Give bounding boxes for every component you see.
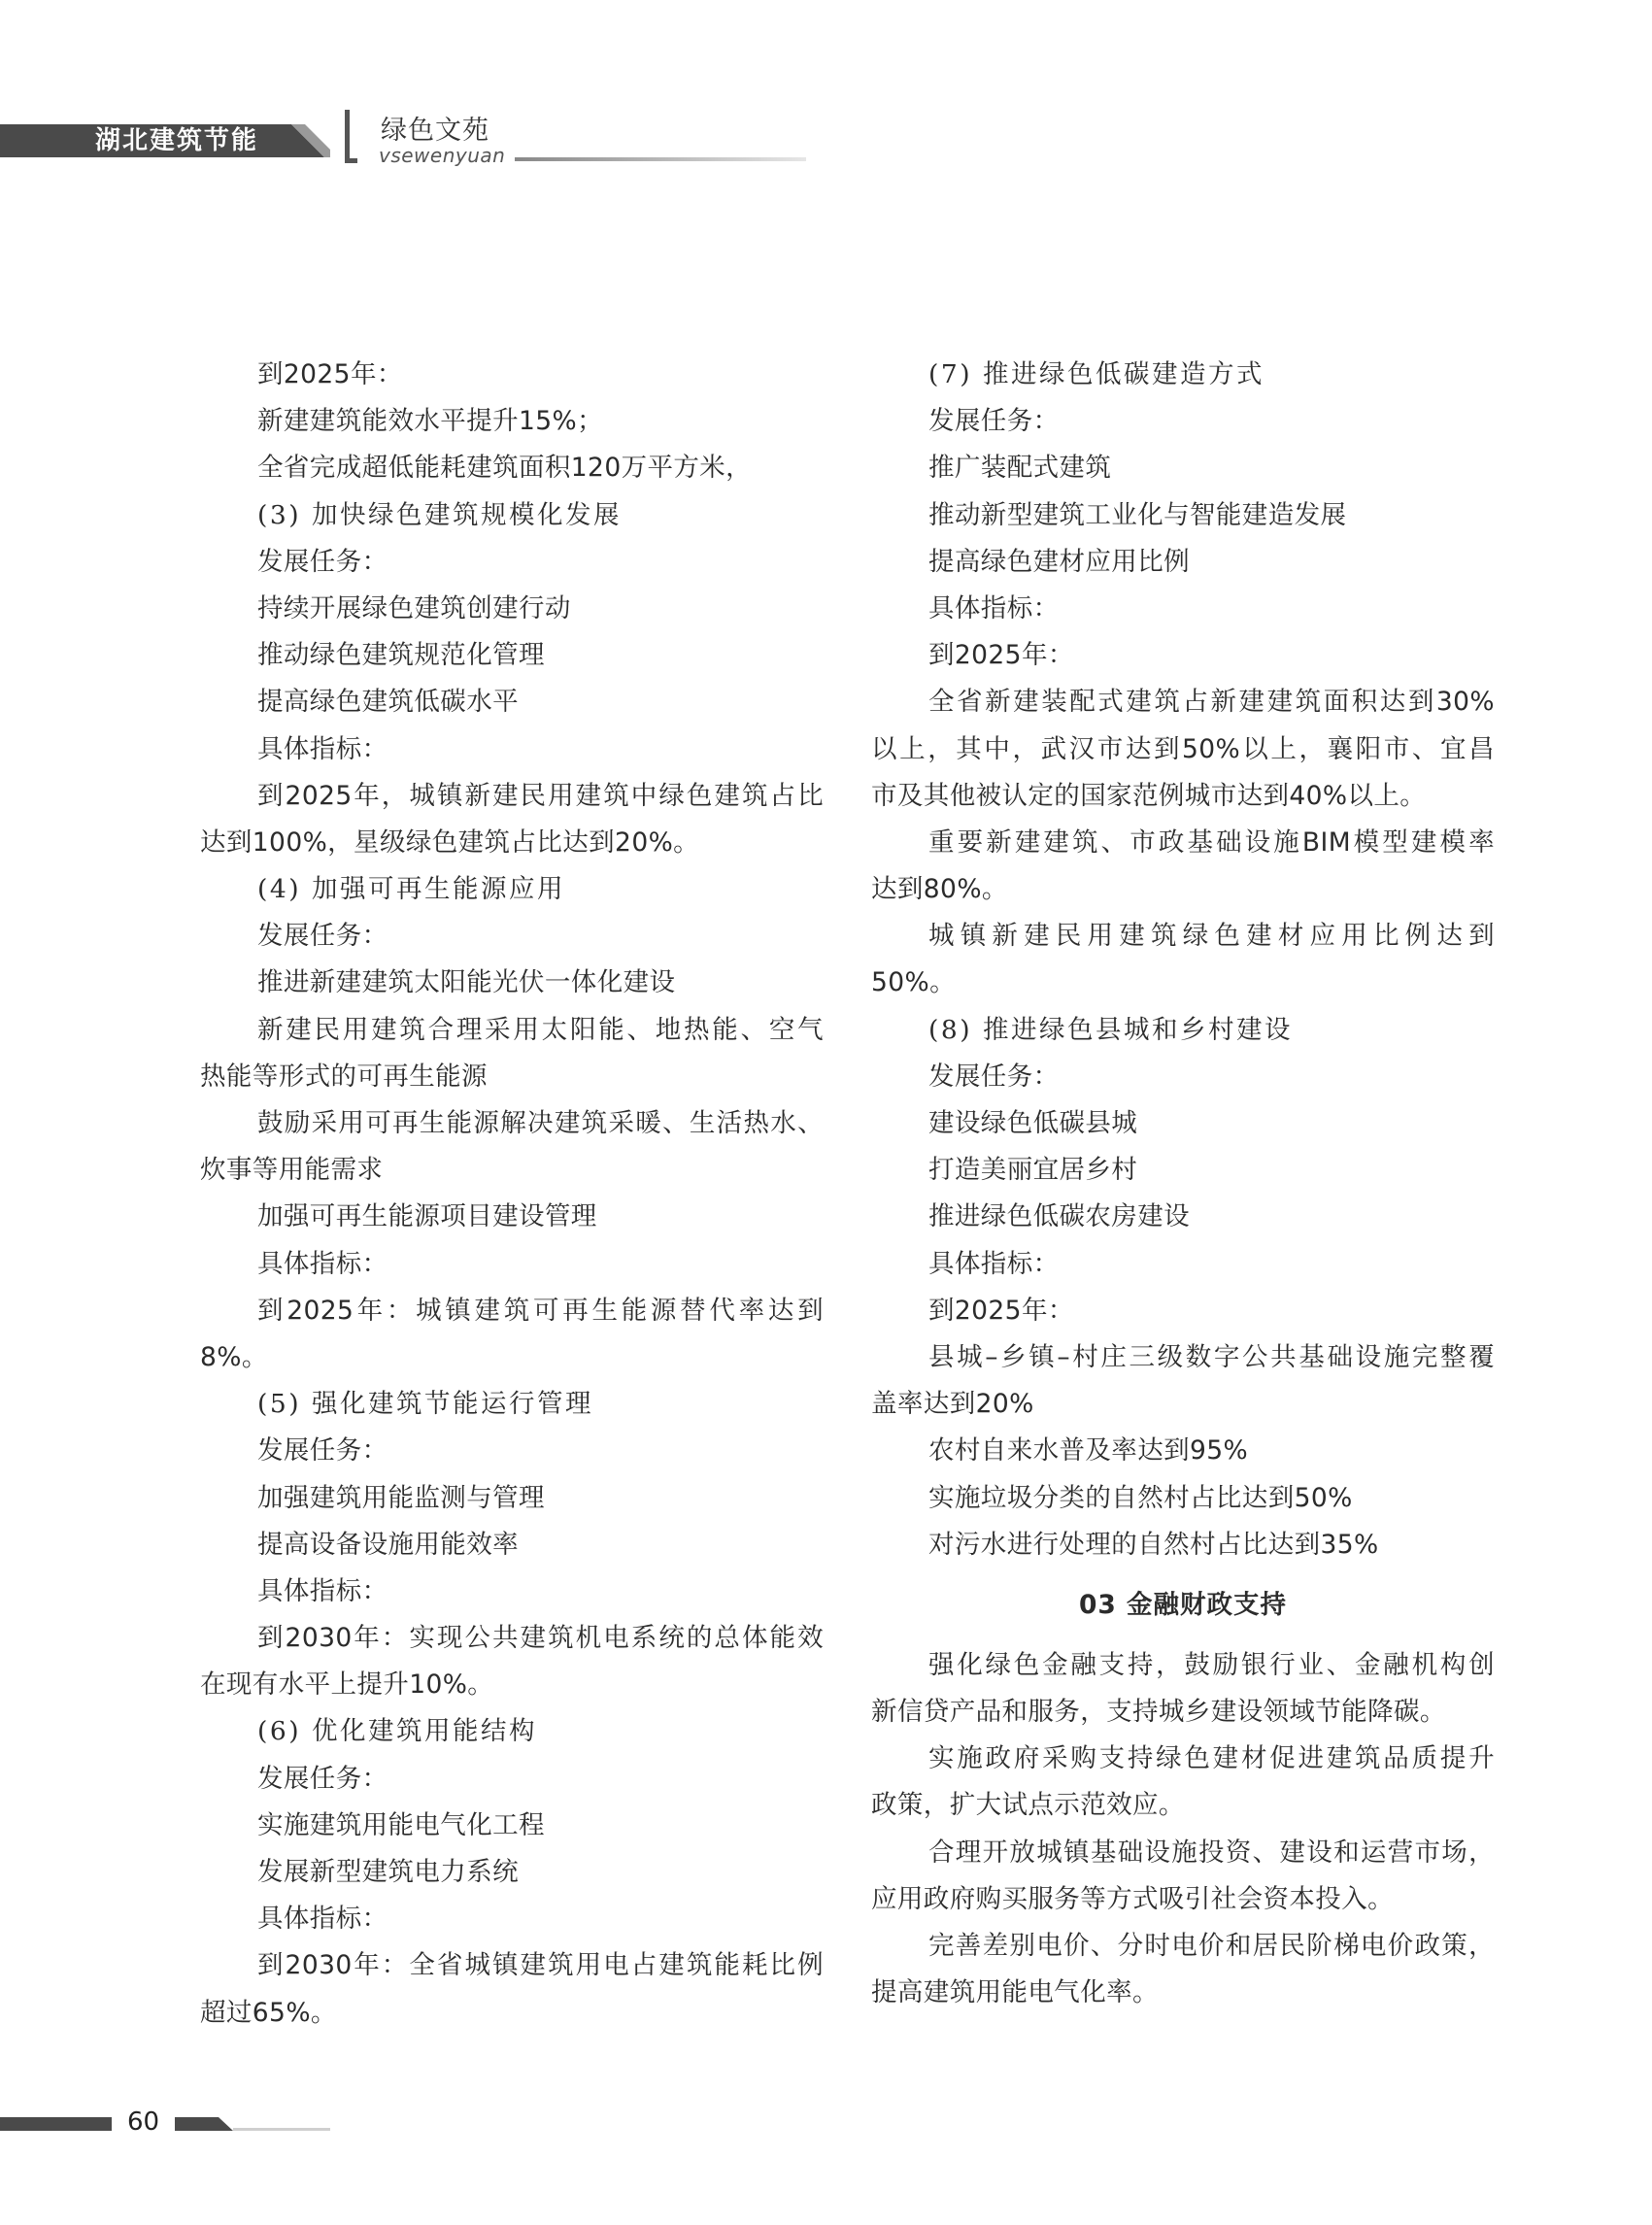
- right-column-part-a: [871, 352, 1495, 1568]
- text-line: 新建民用建筑合理采用太阳能、地热能、空气: [257, 1014, 824, 1045]
- text-line: (7) 推进绿色低碳建造方式: [928, 359, 1264, 389]
- text-line: 提高绿色建材应用比例: [928, 546, 1190, 577]
- text-line: 达到80%。: [871, 874, 1008, 905]
- text-line: 提高建筑用能电气化率。: [871, 1977, 1159, 2008]
- column-subtitle: vsewenyuan: [379, 144, 506, 167]
- text-line: 提高设备设施用能效率: [257, 1529, 519, 1560]
- text-line: 加强建筑用能监测与管理: [257, 1482, 545, 1513]
- text-line: 完善差别电价、分时电价和居民阶梯电价政策，: [928, 1931, 1495, 1961]
- text-line: 加强可再生能源项目建设管理: [257, 1201, 597, 1232]
- text-line: (6) 优化建筑用能结构: [257, 1716, 537, 1747]
- text-line: 热能等形式的可再生能源: [200, 1061, 488, 1092]
- text-line: 实施政府采购支持绿色建材促进建筑品质提升: [928, 1743, 1495, 1774]
- text-line: 推动新型建筑工业化与智能建造发展: [928, 499, 1347, 530]
- text-line: 全省新建装配式建筑占新建建筑面积达到30%: [928, 687, 1495, 718]
- text-line: 发展任务：: [928, 1061, 1060, 1092]
- text-line: 达到100%，星级绿色建筑占比达到20%。: [200, 826, 700, 858]
- text-line: 实施垃圾分类的自然村占比达到50%: [928, 1482, 1353, 1513]
- text-line: 城镇新建民用建筑绿色建材应用比例达到: [928, 921, 1495, 952]
- text-line: 发展任务：: [928, 406, 1060, 437]
- text-line: 发展新型建筑电力系统: [257, 1857, 519, 1887]
- text-line: 应用政府购买服务等方式吸引社会资本投入。: [871, 1883, 1394, 1914]
- page-number: 60: [127, 2107, 160, 2137]
- text-line: 超过65%。: [200, 1997, 337, 2028]
- text-line: 鼓励采用可再生能源解决建筑采暖、生活热水、: [257, 1108, 824, 1138]
- text-line: 重要新建建筑、市政基础设施BIM模型建模率: [928, 826, 1495, 858]
- text-line: 发展任务：: [257, 1763, 388, 1794]
- text-line: (4) 加强可再生能源应用: [257, 874, 565, 905]
- text-line: 实施建筑用能电气化工程: [257, 1809, 545, 1840]
- text-line: 县城–乡镇–村庄三级数字公共基础设施完整覆: [928, 1341, 1495, 1372]
- text-line: 到2025年：: [257, 359, 403, 389]
- text-line: 具体指标：: [257, 1248, 388, 1279]
- text-line: 新信贷产品和服务，支持城乡建设领域节能降碳。: [871, 1697, 1446, 1728]
- text-line: 推进绿色低碳农房建设: [928, 1201, 1190, 1232]
- text-line: 发展任务：: [257, 546, 388, 577]
- text-line: 推进新建建筑太阳能光伏一体化建设: [257, 967, 676, 998]
- text-line: 具体指标：: [928, 1248, 1060, 1279]
- text-line: 具体指标：: [257, 733, 388, 764]
- text-line: 对污水进行处理的自然村占比达到35%: [928, 1529, 1379, 1560]
- text-line: 强化绿色金融支持，鼓励银行业、金融机构创: [928, 1649, 1495, 1680]
- magazine-title: 湖北建筑节能: [95, 126, 259, 155]
- text-line: 以上，其中，武汉市达到50%以上，襄阳市、宜昌: [871, 733, 1495, 764]
- text-line: 推动绿色建筑规范化管理: [257, 640, 545, 671]
- text-line: 新建建筑能效水平提升15%；: [257, 406, 604, 437]
- text-line: 建设绿色低碳县城: [928, 1108, 1138, 1138]
- text-line: 农村自来水普及率达到95%: [928, 1435, 1249, 1466]
- text-line: 到2030年：实现公共建筑机电系统的总体能效: [257, 1623, 824, 1654]
- text-line: 到2030年：全省城镇建筑用电占建筑能耗比例: [257, 1950, 824, 1981]
- text-line: 合理开放城镇基础设施投资、建设和运营市场，: [928, 1837, 1495, 1868]
- text-line: 发展任务：: [257, 921, 388, 952]
- text-line: 具体指标：: [257, 1904, 388, 1935]
- text-line: 到2025年：: [928, 640, 1074, 671]
- right-column: [871, 352, 1495, 2016]
- text-line: 发展任务：: [257, 1435, 388, 1466]
- text-line: 具体指标：: [257, 1575, 388, 1606]
- text-line: 推广装配式建筑: [928, 453, 1112, 484]
- text-line: 市及其他被认定的国家范例城市达到40%以上。: [871, 780, 1427, 811]
- text-line: 到2025年：城镇建筑可再生能源替代率达到: [257, 1295, 824, 1326]
- text-line: 50%。: [871, 967, 957, 998]
- header-rule: [515, 157, 806, 161]
- text-line: 在现有水平上提升10%。: [200, 1669, 494, 1701]
- text-line: (3) 加快绿色建筑规模化发展: [257, 499, 622, 530]
- text-line: 8%。: [200, 1341, 268, 1372]
- text-line: 提高绿色建筑低碳水平: [257, 687, 519, 718]
- footer-band: [0, 2109, 330, 2139]
- text-line: 盖率达到20%: [871, 1389, 1034, 1420]
- section-heading: 03 金融财政支持: [1078, 1589, 1288, 1620]
- text-line: 全省完成超低能耗建筑面积120万平方米，: [257, 453, 753, 484]
- text-line: 到2025年，城镇新建民用建筑中绿色建筑占比: [257, 780, 824, 811]
- right-column-part-b: [871, 1642, 1495, 2017]
- column-title: 绿色文苑: [381, 116, 489, 146]
- header-bracket: [345, 110, 357, 163]
- text-line: 具体指标：: [928, 592, 1060, 624]
- text-line: (8) 推进绿色县城和乡村建设: [928, 1014, 1293, 1045]
- text-line: 持续开展绿色建筑创建行动: [257, 592, 571, 624]
- text-line: 政策，扩大试点示范效应。: [871, 1790, 1185, 1821]
- text-line: 炊事等用能需求: [200, 1155, 384, 1186]
- left-column: [200, 352, 824, 2037]
- text-line: (5) 强化建筑节能运行管理: [257, 1389, 593, 1420]
- footer-band-shape: [0, 2109, 330, 2139]
- text-line: 到2025年：: [928, 1295, 1074, 1326]
- text-line: 打造美丽宜居乡村: [928, 1155, 1138, 1186]
